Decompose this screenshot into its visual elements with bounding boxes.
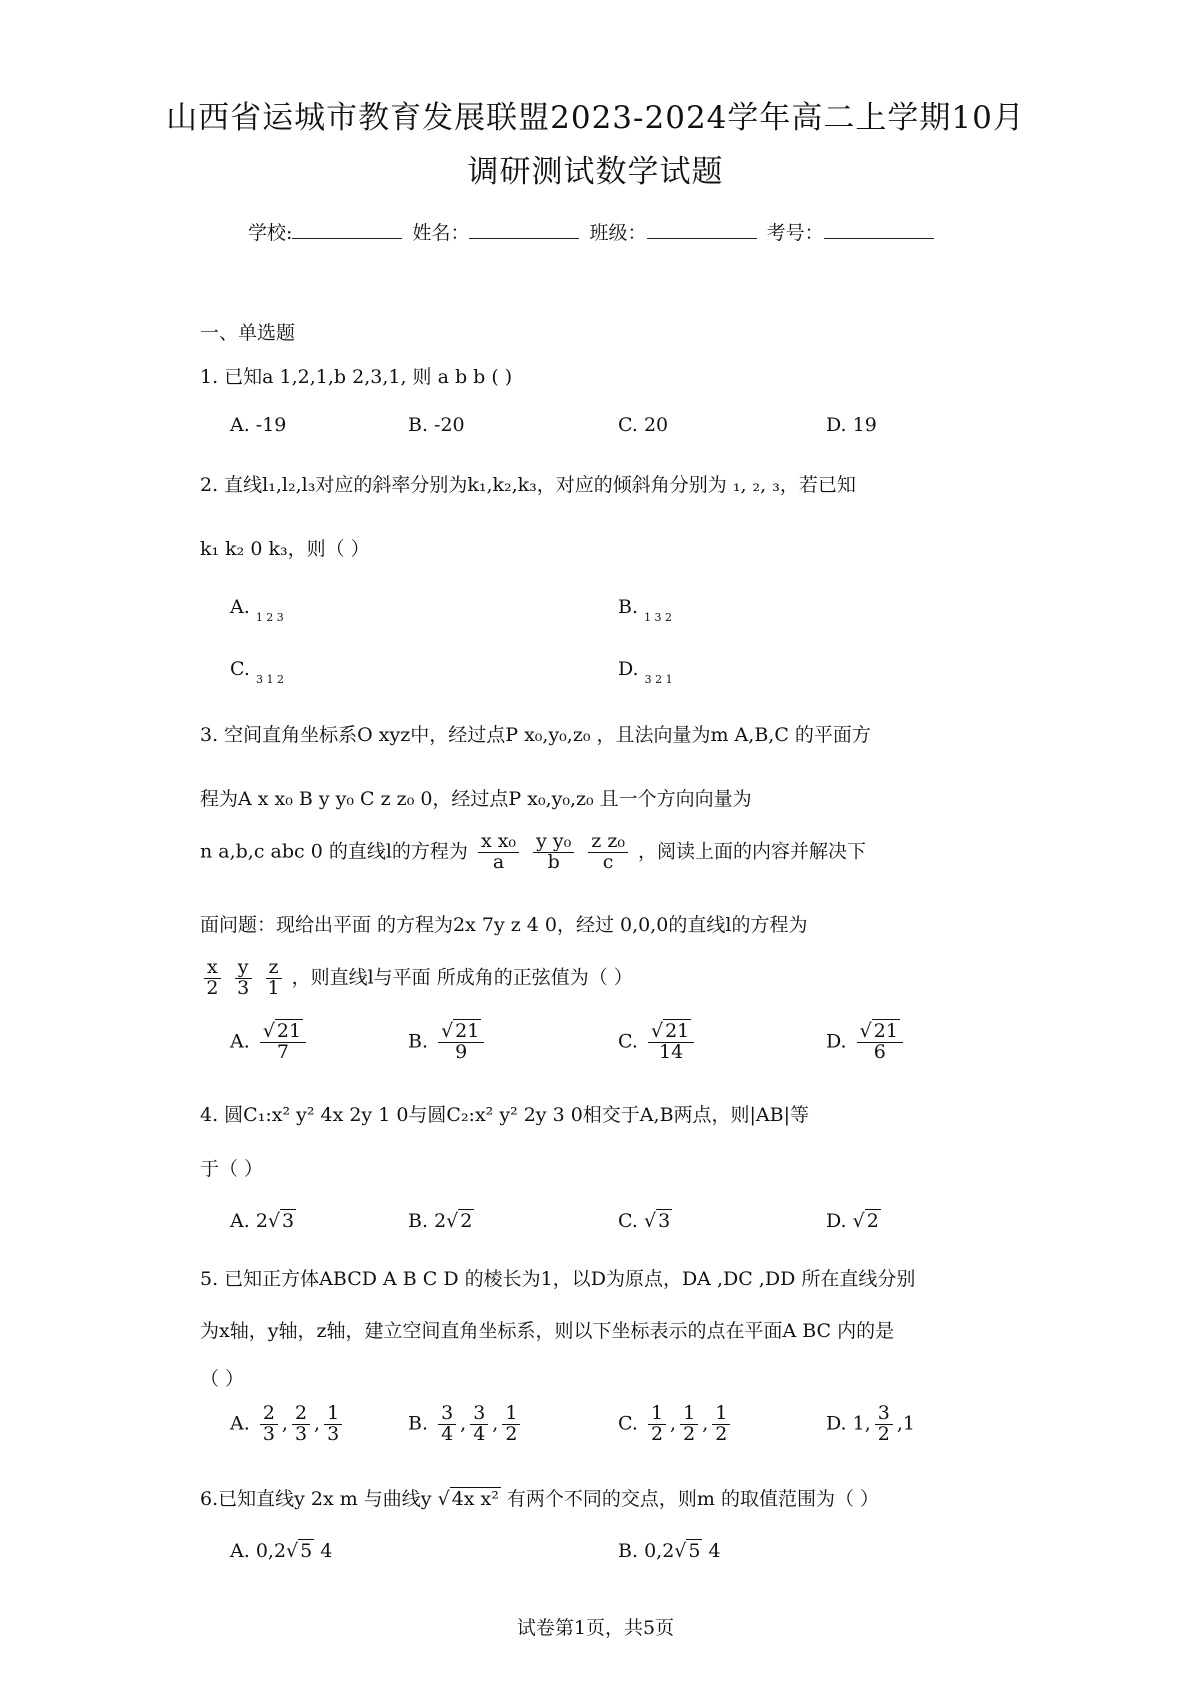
class-label: 班级： (589, 222, 647, 244)
question-4-line-2: 于（ ） (200, 1158, 264, 1180)
fraction: $\frac{\text{z z₀}}{c}$ (588, 832, 628, 873)
question-2-line-1: 2. 直线l₁,l₂,l₃对应的斜率分别为k₁,k₂,k₃，对应的倾斜角分别为 ₁, ₂, ₃，若已知 (200, 474, 856, 496)
question-3-line-4: 面问题：现给出平面 的方程为2x 7y z 4 0，经过 0,0,0的直线l的方程为 (200, 914, 808, 936)
question-2-line-2: k₁ k₂ 0 k₃，则（ ） (200, 538, 370, 560)
question-1: 1. 已知a 1,2,1,b 2,3,1, 则 a b b ( ) (200, 366, 513, 388)
page-footer: 试卷第1页，共5页 (516, 1617, 675, 1639)
q5-option-c: C. $\frac{1}{2}$ , $\frac{1}{2}$ , $\frac{1}{2}$ (618, 1404, 734, 1445)
q3-option-b: B. $\frac{√ 21}{9}$ (408, 1022, 488, 1063)
fraction: $\frac{\text{x x₀}}{a}$ (478, 832, 519, 873)
student-info (248, 218, 938, 245)
number-field[interactable] (824, 220, 934, 239)
question-3-line-3: n a,b,c abc 0 的直线l的方程为 $\frac{\text{x x₀}}{a}$ $\frac{\text{y y₀}}{b}$ $\frac{\text{z z₀}}{c}$ ，阅读上面的内容并解决下 (200, 830, 867, 873)
q2-option-a: A. $_{1 2 3}$ (230, 596, 284, 624)
question-3-line-1: 3. 空间直角坐标系O xyz中，经过点P x₀,y₀,z₀ ，且法向量为m A,B,C 的平面方 (200, 724, 871, 746)
question-4-line-1: 4. 圆C₁:x² y² 4x 2y 1 0与圆C₂:x² y² 2y 3 0相交于A,B两点，则|AB|等 (200, 1104, 810, 1126)
question-3-line-5: $\frac{x}{2}$ $\frac{y}{3}$ $\frac{z}{1}$ ，则直线l与平面 所成角的正弦值为（ ） (200, 958, 633, 999)
title-line-1: 山西省运城市教育发展联盟2023-2024学年高二上学期10月 (166, 100, 1025, 136)
q6-option-b: B. 0,2√ 5 4 (618, 1540, 721, 1562)
fraction: $\frac{y}{3}$ (235, 958, 252, 999)
q2-option-d: D. $_{3 2 1}$ (618, 658, 673, 686)
number-label: 考号： (766, 222, 824, 244)
q2-option-c: C. $_{3 1 2}$ (230, 658, 284, 686)
school-label: 学校: (248, 222, 293, 244)
q5-option-d: D. 1, $\frac{3}{2}$ ,1 (826, 1402, 916, 1445)
q1-option-a: A. -19 (230, 414, 287, 436)
q1-option-d: D. 19 (826, 414, 877, 436)
q4-option-d: D. √ 2 (826, 1210, 879, 1232)
question-5-line-3: （ ） (200, 1368, 245, 1390)
question-6: 6.已知直线y 2x m 与曲线y √ 4x x² 有两个不同的交点，则m 的取值范围为（ ） (200, 1488, 880, 1510)
q2-option-b: B. $_{1 3 2}$ (618, 596, 673, 624)
name-label: 姓名： (412, 222, 470, 244)
q4-option-a: A. 2√ 3 (230, 1210, 295, 1232)
q5-option-a: A. $\frac{2}{3}$ , $\frac{2}{3}$ , $\frac{1}{3}$ (230, 1404, 346, 1445)
question-5-line-2: 为x轴，y轴，z轴，建立空间直角坐标系，则以下坐标表示的点在平面A BC 内的是 (200, 1320, 895, 1342)
class-field[interactable] (647, 220, 757, 239)
q3-option-d: D. $\frac{√ 21}{6}$ (826, 1022, 907, 1063)
section-heading: 一、单选题 (200, 322, 296, 344)
name-field[interactable] (469, 220, 579, 239)
q4-option-b: B. 2√ 2 (408, 1210, 473, 1232)
school-field[interactable] (292, 220, 402, 239)
q6-option-a: A. 0,2√ 5 4 (230, 1540, 333, 1562)
q4-option-c: C. √ 3 (618, 1210, 671, 1232)
q1-option-b: B. -20 (408, 414, 465, 436)
title-line-2: 调研测试数学试题 (467, 154, 724, 190)
q3-option-a: A. $\frac{√ 21}{7}$ (230, 1022, 310, 1063)
q1-option-c: C. 20 (618, 414, 669, 436)
fraction: $\frac{z}{1}$ (267, 956, 280, 999)
question-5-line-1: 5. 已知正方体ABCD A B C D 的棱长为1，以D为原点，DA ,DC ,DD 所在直线分别 (200, 1268, 916, 1290)
fraction: $\frac{\text{y y₀}}{b}$ (533, 832, 574, 873)
q5-option-b: B. $\frac{3}{4}$ , $\frac{3}{4}$ , $\frac{1}{2}$ (408, 1404, 524, 1445)
q3-option-c: C. $\frac{√ 21}{14}$ (618, 1022, 698, 1063)
question-3-line-2: 程为A x x₀ B y y₀ C z z₀ 0，经过点P x₀,y₀,z₀ 且一个方向向量为 (200, 788, 752, 810)
fraction: $\frac{x}{2}$ (204, 958, 221, 999)
